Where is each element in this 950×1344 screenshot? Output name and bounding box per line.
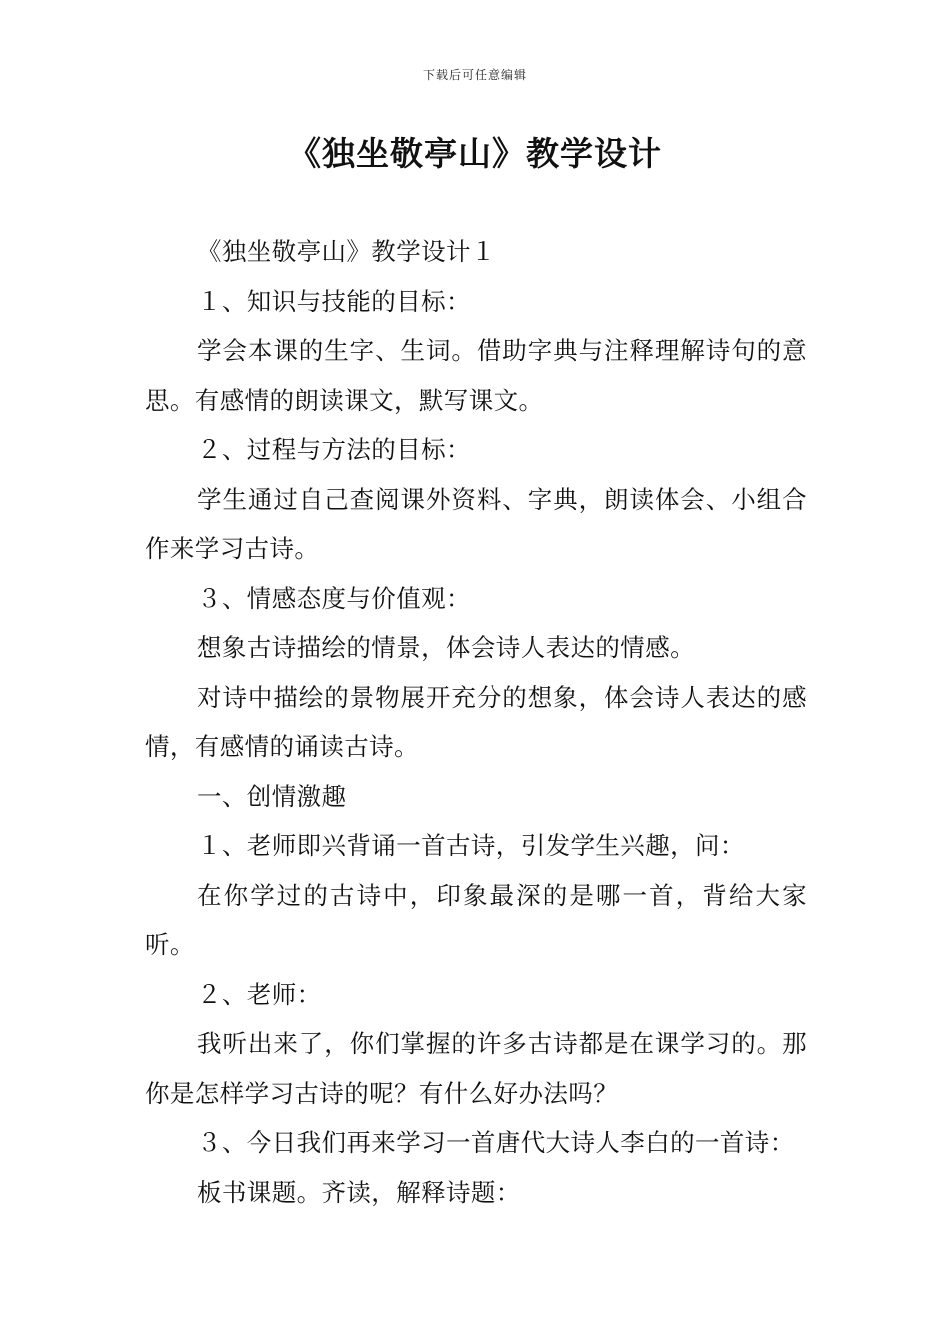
body-paragraph: 在你学过的古诗中，印象最深的是哪一首，背给大家听。 — [145, 880, 807, 959]
body-paragraph: 学会本课的生字、生词。借助字典与注释理解诗句的意思。有感情的朗读课文，默写课文。 — [145, 336, 807, 415]
step-item: １、老师即兴背诵一首古诗，引发学生兴趣，问： — [197, 831, 745, 860]
header-note: 下载后可任意编辑 — [422, 68, 527, 82]
body-paragraph: 板书课题。齐读，解释诗题： — [197, 1177, 521, 1207]
body-paragraph: 我听出来了，你们掌握的许多古诗都是在课学习的。那你是怎样学习古诗的呢？有什么好办法吗？ — [145, 1029, 807, 1108]
body-paragraph: 想象古诗描绘的情景，体会诗人表达的情感。 — [197, 633, 695, 662]
step-heading: 一、创情激趣 — [197, 781, 347, 811]
objective-heading-attitude: ３、情感态度与价值观： — [197, 583, 471, 613]
document-title: 《独坐敬亭山》教学设计 — [288, 134, 662, 173]
body-paragraph: 对诗中描绘的景物展开充分的想象，体会诗人表达的感情，有感情的诵读古诗。 — [145, 682, 807, 761]
objective-heading-process: ２、过程与方法的目标： — [197, 435, 471, 464]
section-heading: 《独坐敬亭山》教学设计１ — [197, 237, 496, 266]
document-body — [145, 227, 807, 1217]
objective-heading-knowledge: １、知识与技能的目标： — [197, 286, 471, 316]
step-item: ２、老师： — [197, 979, 322, 1009]
step-item: ３、今日我们再来学习一首唐代大诗人李白的一首诗： — [197, 1128, 795, 1157]
body-paragraph: 学生通过自己查阅课外资料、字典，朗读体会、小组合作来学习古诗。 — [145, 484, 807, 563]
